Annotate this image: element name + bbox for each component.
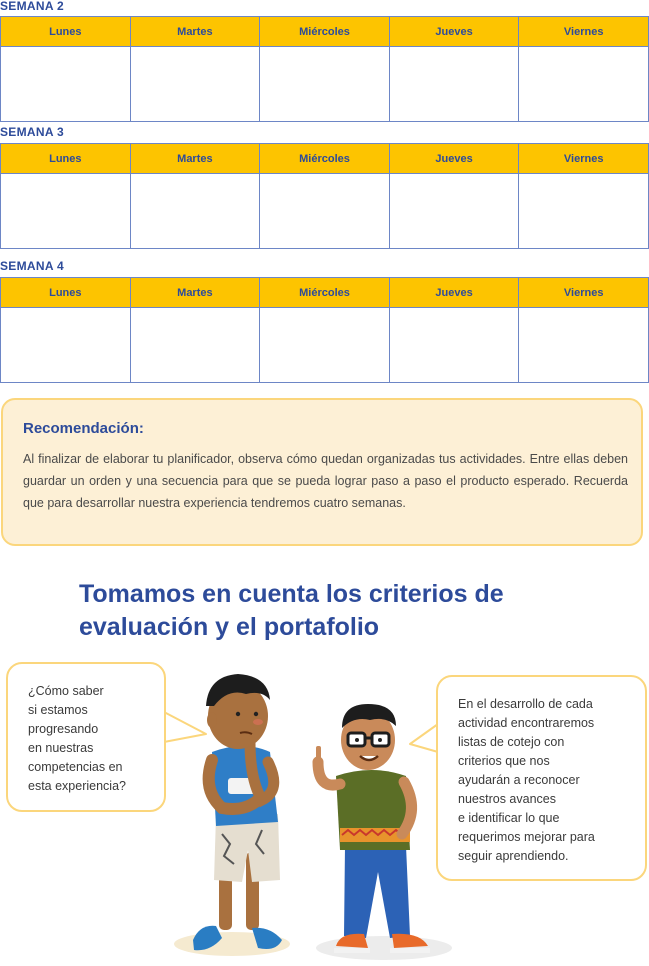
header-miercoles: Miércoles (260, 17, 390, 47)
header-viernes: Viernes (519, 144, 649, 174)
header-jueves: Jueves (389, 278, 519, 308)
header-jueves: Jueves (389, 17, 519, 47)
week-2-title: SEMANA 2 (0, 0, 64, 13)
section-heading: Tomamos en cuenta los criterios de evaluación y el portafolio (79, 580, 504, 641)
header-martes: Martes (130, 144, 260, 174)
header-lunes: Lunes (1, 17, 131, 47)
header-lunes: Lunes (1, 144, 131, 174)
pointing-boy-figure (316, 704, 430, 953)
header-martes: Martes (130, 17, 260, 47)
thinking-boy-figure (193, 674, 282, 950)
left-bubble-text: ¿Cómo saber si estamos progresando en nuestras competencias en esta experiencia? (28, 684, 126, 793)
recommendation-text: Al finalizar de elaborar tu planificador, observa cómo quedan organizadas tus actividades. Entre ellas deben guardar un orden y una secuencia para que se pueda lograr paso a paso el producto esperado. Recuerda que para desarrollar nuestra experiencia tendremos cuatro semanas. (23, 452, 628, 510)
header-miercoles: Miércoles (260, 144, 390, 174)
recommendation-title: Recomendación: (23, 420, 144, 437)
week-4-title: SEMANA 4 (0, 259, 64, 273)
header-viernes: Viernes (519, 278, 649, 308)
header-lunes: Lunes (1, 278, 131, 308)
header-martes: Martes (130, 278, 260, 308)
header-miercoles: Miércoles (260, 278, 390, 308)
header-viernes: Viernes (519, 17, 649, 47)
week-3-title: SEMANA 3 (0, 125, 64, 139)
header-jueves: Jueves (389, 144, 519, 174)
right-bubble-text: En el desarrollo de cada actividad encontraremos listas de cotejo con criterios que nos ayudarán a reconocer nuestros avances e identificar lo que requerimos mejorar para seguir aprendiendo. (458, 697, 595, 863)
